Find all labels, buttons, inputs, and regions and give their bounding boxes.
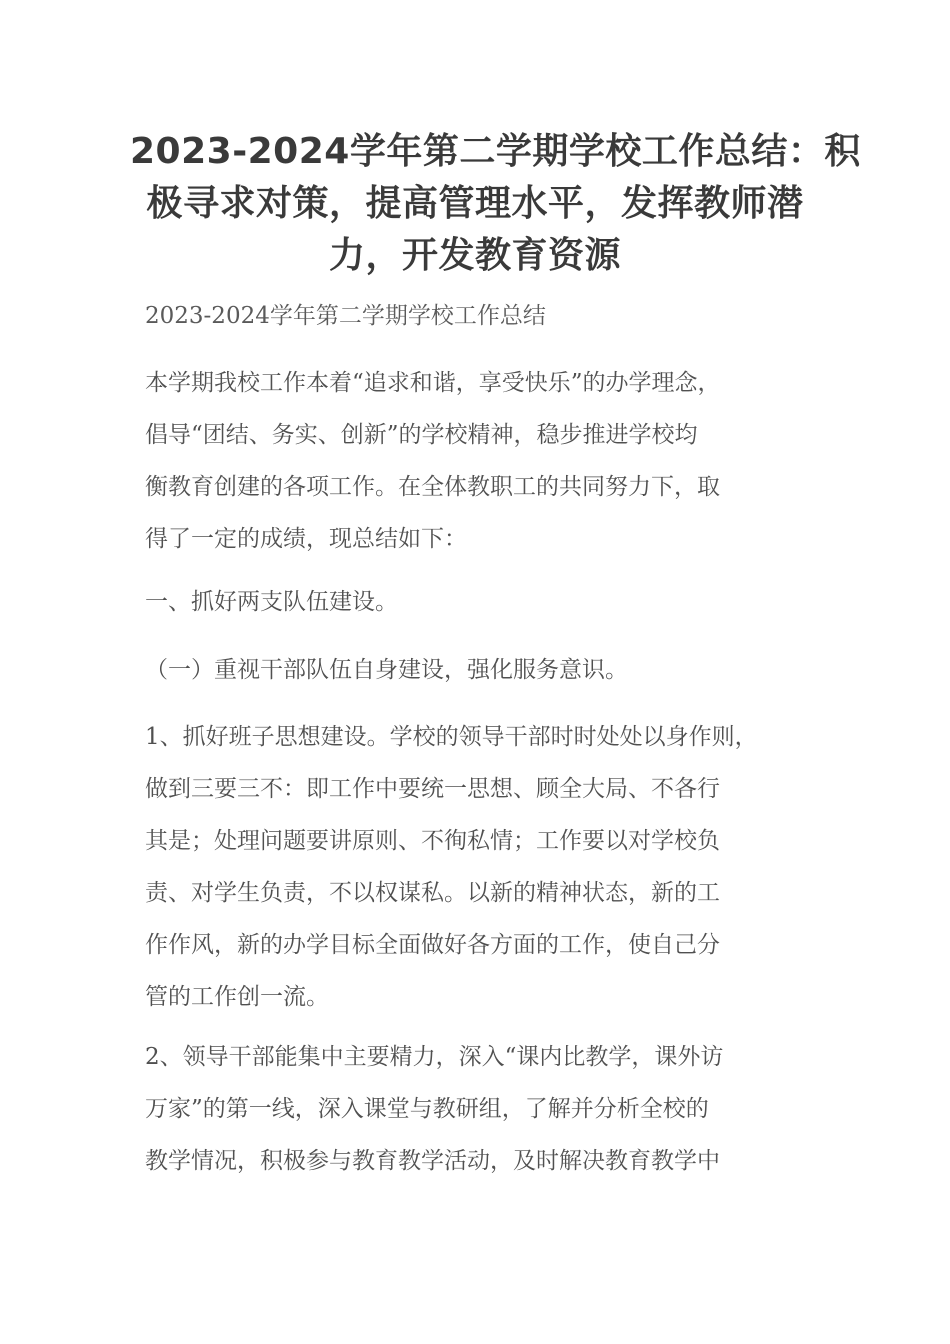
paragraph-line: 2、领导干部能集中主要精力，深入“课内比教学，课外访 xyxy=(145,1044,724,1070)
paragraph-line: 教学情况，积极参与教育教学活动，及时解决教育教学中 xyxy=(145,1148,720,1174)
paragraph-line: 作作风，新的办学目标全面做好各方面的工作，使自己分 xyxy=(145,932,720,958)
paragraph-line: 管的工作创一流。 xyxy=(145,984,329,1010)
paragraph-line: 本学期我校工作本着“追求和谐，享受快乐”的办学理念， xyxy=(145,370,721,396)
item-2-paragraph xyxy=(145,1031,723,1187)
title-line: 力，开发教育资源 xyxy=(328,235,621,276)
section-heading: 一、抓好两支队伍建设。 xyxy=(145,589,398,615)
paragraph-line: 万家”的第一线，深入课堂与教研组，了解并分析全校的 xyxy=(145,1096,709,1122)
item-1-paragraph xyxy=(145,711,758,1023)
paragraph-line: 1、抓好班子思想建设。学校的领导干部时时处处以身作则， xyxy=(145,724,758,750)
document-title xyxy=(130,126,861,282)
document-subtitle: 2023-2024学年第二学期学校工作总结 xyxy=(145,303,546,329)
title-line: 极寻求对策，提高管理水平，发挥教师潜 xyxy=(146,183,804,224)
paragraph-line: 责、对学生负责，不以权谋私。以新的精神状态，新的工 xyxy=(145,880,720,906)
subsection-heading: （一）重视干部队伍自身建设，强化服务意识。 xyxy=(145,657,628,683)
paragraph-line: 倡导“团结、务实、创新”的学校精神，稳步推进学校均 xyxy=(145,422,698,448)
paragraph-line: 其是；处理问题要讲原则、不徇私情；工作要以对学校负 xyxy=(145,828,720,854)
title-line: 2023-2024学年第二学期学校工作总结：积 xyxy=(130,131,861,172)
paragraph-line: 得了一定的成绩，现总结如下： xyxy=(145,526,467,552)
paragraph-line: 衡教育创建的各项工作。在全体教职工的共同努力下，取 xyxy=(145,474,720,500)
paragraph-line: 做到三要三不：即工作中要统一思想、顾全大局、不各行 xyxy=(145,776,720,802)
intro-paragraph xyxy=(145,357,721,565)
